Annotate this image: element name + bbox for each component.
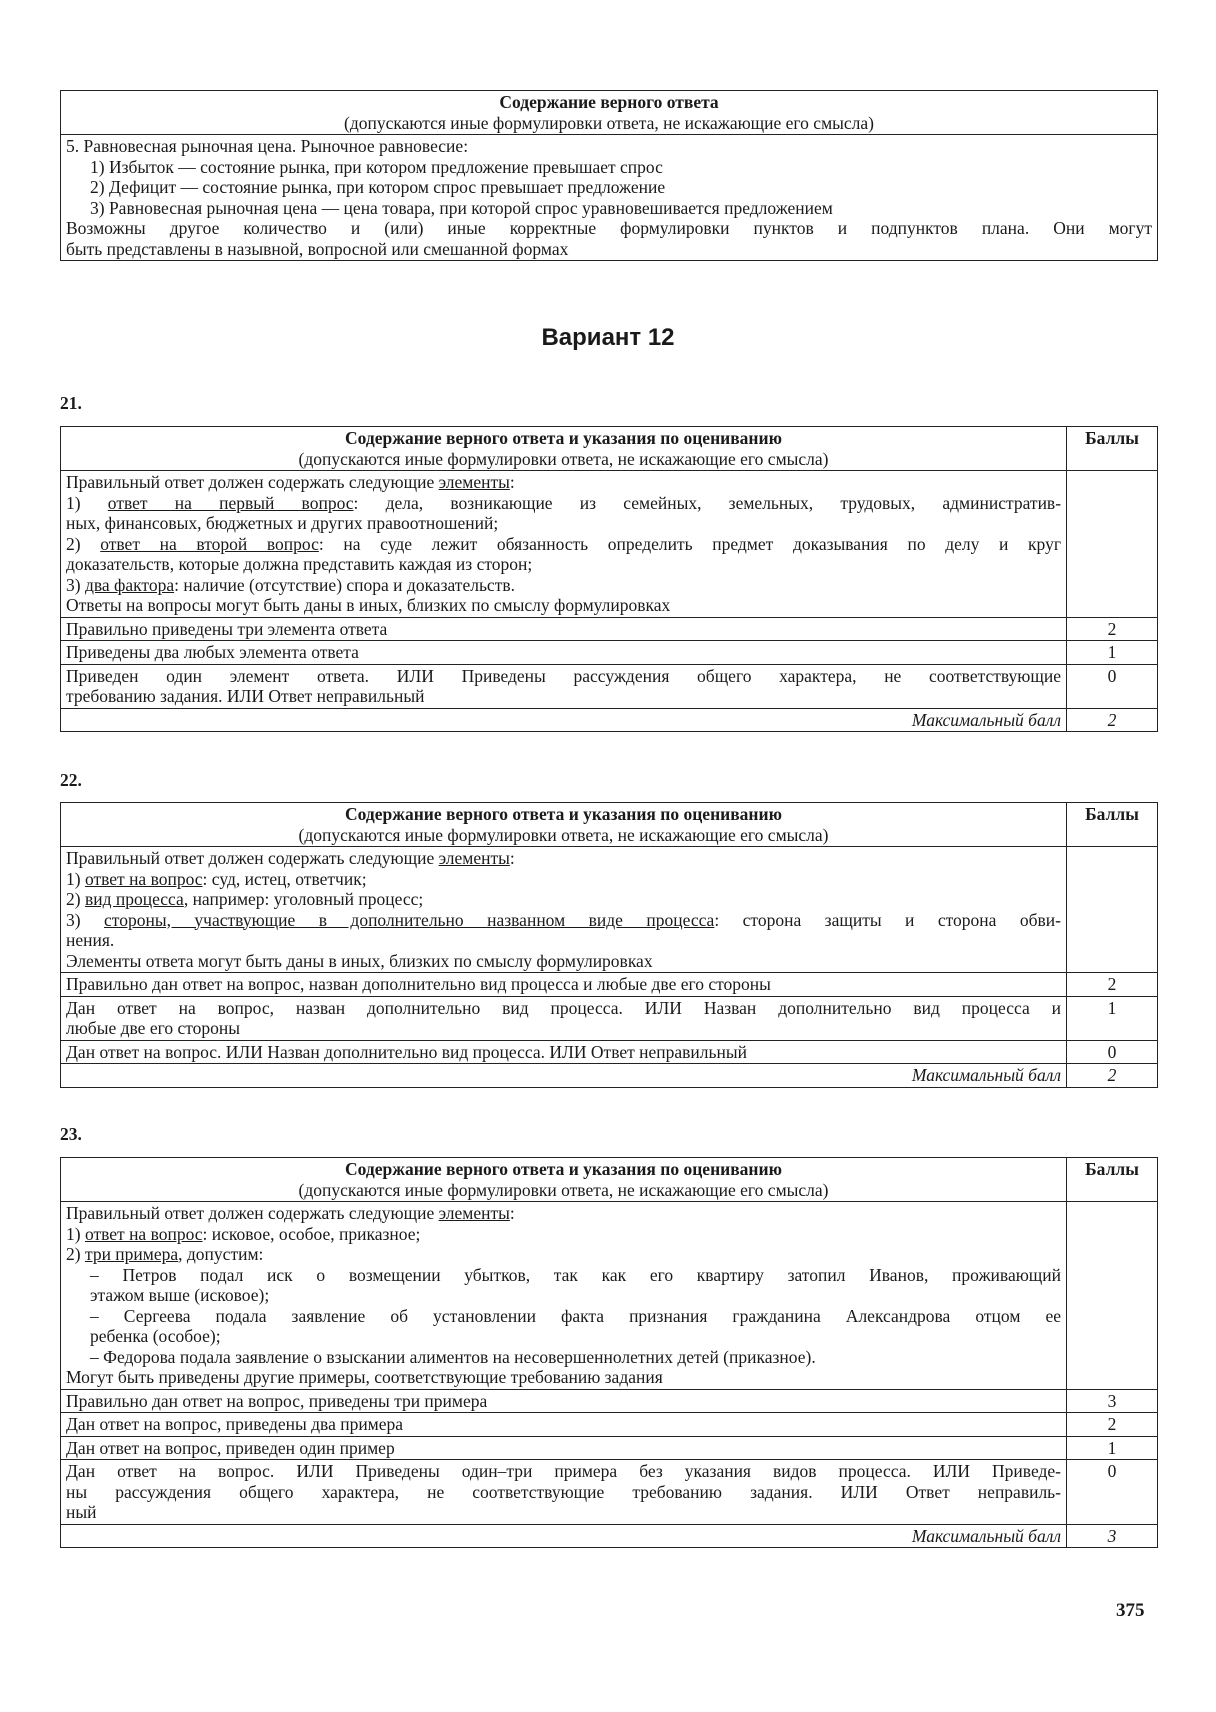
criterion-text <box>61 996 1067 1040</box>
header-row <box>61 803 1158 847</box>
line-prefix: 1) <box>66 1223 85 1244</box>
text-line <box>66 1306 1061 1327</box>
header-cell <box>61 1158 1067 1202</box>
line-text: любые две его стороны <box>66 1018 241 1038</box>
line-text: Возможны другое количество и (или) иные корректные формулировки пунктов и подпунктов плана. Они могут <box>66 218 1152 238</box>
content-row <box>61 135 1158 261</box>
content-cell <box>61 1202 1067 1390</box>
line-text: Элементы ответа могут быть даны в иных, близких по смыслу формулировках <box>66 950 653 971</box>
text-line <box>66 1438 1061 1459</box>
text-line <box>66 493 1061 514</box>
criterion-row <box>61 996 1158 1040</box>
max-score-row <box>61 1064 1158 1088</box>
line-text: требованию задания. ИЛИ Ответ неправильный <box>66 686 425 706</box>
content-cell <box>61 471 1067 618</box>
underlined-term: три примера <box>84 1244 179 1264</box>
line-prefix: 2) <box>66 1244 85 1264</box>
line-suffix: , допустим: <box>178 1244 264 1264</box>
line-text: этажом выше (исковое); <box>90 1285 270 1305</box>
line-text: Правильно дан ответ на вопрос, назван дополнительно вид процесса и любые две его стороны <box>66 974 771 994</box>
content-row <box>61 1202 1158 1390</box>
header-row <box>61 1158 1158 1202</box>
criterion-text <box>61 617 1067 641</box>
variant-title: Вариант 12 <box>541 324 675 351</box>
score-header-label: Баллы <box>1085 428 1139 448</box>
header-row <box>61 91 1158 135</box>
header-subtitle: (допускаются иные формулировки ответа, не искажающие его смысла) <box>298 448 829 469</box>
text-line <box>66 1018 1061 1039</box>
text-line <box>66 642 1061 663</box>
text-line <box>66 1347 1061 1368</box>
line-text: Дан ответ на вопрос, приведены два примера <box>66 1414 404 1434</box>
text-line <box>66 1265 1061 1286</box>
text-line <box>66 910 1061 931</box>
line-suffix: : <box>509 472 515 492</box>
text-line <box>66 513 1061 534</box>
header-subtitle: (допускаются иные формулировки ответа, не искажающие его смысла) <box>298 1179 829 1200</box>
text-line <box>66 619 1061 640</box>
line-text: Дан ответ на вопрос. ИЛИ Назван дополнительно вид процесса. ИЛИ Ответ неправильный <box>66 1041 747 1062</box>
criterion-text <box>61 973 1067 997</box>
header-title: Содержание верного ответа и указания по оцениванию <box>345 1159 782 1179</box>
task-number: 22. <box>60 770 82 790</box>
criterion-score: 2 <box>1067 617 1158 641</box>
criterion-row <box>61 664 1158 708</box>
line-text: Приведен один элемент ответа. ИЛИ Приведены рассуждения общего характера, не соответствующие <box>66 665 1061 686</box>
line-prefix: 1) <box>66 492 108 513</box>
max-score-value: 2 <box>1067 1064 1158 1088</box>
underlined-term: ответ на второй вопрос <box>100 533 319 554</box>
line-suffix: : суд, истец, ответчик; <box>202 868 367 889</box>
text-line <box>66 1203 1061 1224</box>
max-score-row <box>61 1524 1158 1548</box>
line-text: ны рассуждения общего характера, не соответствующие требованию задания. ИЛИ Ответ неправиль- <box>66 1481 1061 1502</box>
criterion-text <box>61 1460 1067 1525</box>
text-line <box>66 1367 1061 1388</box>
text-line <box>66 1461 1061 1482</box>
line-prefix: 1) <box>66 868 85 889</box>
criterion-score: 0 <box>1067 1460 1158 1525</box>
score-cell-empty <box>1067 1202 1158 1390</box>
grading-table <box>60 802 1158 1088</box>
grading-table <box>60 426 1158 732</box>
line-text: быть представлены в назывной, вопросной или смешанной формах <box>66 238 569 259</box>
page-number: 375 <box>1116 1600 1145 1621</box>
underlined-term: два фактора <box>84 574 175 595</box>
line-text: ный <box>66 1502 97 1522</box>
criterion-row <box>61 1413 1158 1437</box>
score-header-label: Баллы <box>1085 804 1139 824</box>
text-line <box>66 157 1152 178</box>
score-header <box>1067 1158 1158 1202</box>
score-header <box>1067 427 1158 471</box>
criterion-text <box>61 1040 1067 1064</box>
header-title: Содержание верного ответа и указания по оцениванию <box>345 428 782 448</box>
line-text: Правильно дан ответ на вопрос, приведены три примера <box>66 1390 488 1411</box>
grading-table <box>60 1157 1158 1548</box>
underlined-term: ответ на первый вопрос <box>107 492 354 513</box>
score-header-label: Баллы <box>1085 1159 1139 1179</box>
content-cell <box>61 135 1158 261</box>
text-line <box>66 1391 1061 1412</box>
top-answer-table <box>60 90 1158 261</box>
underlined-term: ответ на вопрос <box>84 1223 203 1244</box>
criterion-row <box>61 641 1158 665</box>
line-text: нения. <box>66 930 115 950</box>
underlined-term: элементы <box>438 1203 510 1223</box>
criterion-score: 2 <box>1067 1413 1158 1437</box>
text-line <box>66 136 1152 157</box>
text-line <box>66 218 1152 239</box>
text-line <box>66 1285 1061 1306</box>
header-subtitle: (допускаются иные формулировки ответа, не искажающие его смысла) <box>344 112 874 133</box>
line-text: Приведены два любых элемента ответа <box>66 642 359 662</box>
line-text: – Федорова подала заявление о взыскании алиментов на несовершеннолетних детей (приказное). <box>90 1346 816 1367</box>
text-line <box>66 595 1061 616</box>
line-text: ных, финансовых, бюджетных и других правоотношений; <box>66 513 499 533</box>
text-line <box>66 889 1061 910</box>
header-cell <box>61 803 1067 847</box>
criterion-row <box>61 1460 1158 1525</box>
text-line <box>66 1482 1061 1503</box>
line-text: доказательств, которые должна представить каждая из сторон; <box>66 554 533 574</box>
max-score-value: 3 <box>1067 1524 1158 1548</box>
max-score-label: Максимальный балл <box>61 708 1067 732</box>
text-line <box>66 1502 1061 1523</box>
text-line <box>66 177 1152 198</box>
text-line <box>66 472 1061 493</box>
task-21-table <box>60 426 1158 732</box>
text-line <box>66 198 1152 219</box>
line-prefix: Правильный ответ должен содержать следующие <box>66 1203 439 1223</box>
line-text: Дан ответ на вопрос, приведен один пример <box>66 1437 395 1458</box>
text-line <box>66 951 1061 972</box>
line-text: 5. Равновесная рыночная цена. Рыночное равновесие: <box>66 136 469 156</box>
text-line <box>66 1244 1061 1265</box>
criterion-score: 0 <box>1067 664 1158 708</box>
text-line <box>66 554 1061 575</box>
text-line <box>66 1414 1061 1435</box>
line-text: Правильно приведены три элемента ответа <box>66 618 388 639</box>
line-suffix: , например: уголовный процесс; <box>183 889 424 909</box>
criterion-row <box>61 973 1158 997</box>
line-text: – Петров подал иск о возмещении убытков, так как его квартиру затопил Иванов, проживающий <box>90 1264 1061 1285</box>
max-score-row <box>61 708 1158 732</box>
text-line <box>66 848 1061 869</box>
content-row <box>61 847 1158 973</box>
underlined-term: элементы <box>438 472 510 492</box>
line-text: 1) Избыток — состояние рынка, при котором предложение превышает спрос <box>90 156 663 177</box>
criterion-row <box>61 1389 1158 1413</box>
criterion-text <box>61 664 1067 708</box>
line-prefix: 2) <box>66 533 101 554</box>
header-title: Содержание верного ответа и указания по оцениванию <box>345 804 782 824</box>
task-22-table <box>60 802 1158 1088</box>
text-line <box>66 1042 1061 1063</box>
criterion-score: 2 <box>1067 973 1158 997</box>
line-suffix: : <box>509 1203 515 1223</box>
line-prefix: 2) <box>66 889 85 909</box>
criterion-score: 1 <box>1067 641 1158 665</box>
line-text: 3) Равновесная рыночная цена — цена товара, при которой спрос уравновешивается предложением <box>90 197 833 218</box>
text-line <box>66 1326 1061 1347</box>
text-line <box>66 869 1061 890</box>
header-title: Содержание верного ответа <box>499 92 719 112</box>
content-cell <box>61 847 1067 973</box>
header-row <box>61 427 1158 471</box>
line-suffix: : сторона защиты и сторона обви- <box>714 909 1061 930</box>
criterion-row <box>61 1040 1158 1064</box>
line-text: Могут быть приведены другие примеры, соответствующие требованию задания <box>66 1367 663 1387</box>
line-suffix: : на суде лежит обязанность определить предмет доказывания по делу и круг <box>318 533 1062 554</box>
criterion-text <box>61 641 1067 665</box>
criterion-score: 1 <box>1067 996 1158 1040</box>
header-subtitle: (допускаются иные формулировки ответа, не искажающие его смысла) <box>298 824 829 845</box>
line-suffix: : исковое, особое, приказное; <box>202 1223 421 1244</box>
line-suffix: : наличие (отсутствие) спора и доказательств. <box>174 574 515 595</box>
text-line <box>66 575 1061 596</box>
line-text: Дан ответ на вопрос. ИЛИ Приведены один–три примера без указания видов процесса. ИЛИ Приведе- <box>66 1461 1061 1481</box>
criterion-row <box>61 1436 1158 1460</box>
criterion-text <box>61 1389 1067 1413</box>
criterion-row <box>61 617 1158 641</box>
header-cell <box>61 91 1158 135</box>
text-line <box>66 666 1061 687</box>
max-score-label: Максимальный балл <box>61 1064 1067 1088</box>
task-number: 21. <box>60 393 82 413</box>
text-line <box>66 974 1061 995</box>
task-23-table <box>60 1157 1158 1548</box>
score-header <box>1067 803 1158 847</box>
line-text: Ответы на вопросы могут быть даны в иных, близких по смыслу формулировках <box>66 595 671 615</box>
line-prefix: Правильный ответ должен содержать следующие <box>66 472 439 492</box>
task-number: 23. <box>60 1124 82 1144</box>
underlined-term: элементы <box>438 848 510 868</box>
max-score-label: Максимальный балл <box>61 1524 1067 1548</box>
text-line <box>66 998 1061 1019</box>
line-text: Дан ответ на вопрос, назван дополнительно вид процесса. ИЛИ Назван дополнительно вид процесса и <box>66 997 1061 1018</box>
text-line <box>66 930 1061 951</box>
line-text: 2) Дефицит — состояние рынка, при котором спрос превышает предложение <box>90 177 666 197</box>
line-text: – Сергеева подала заявление об установлении факта признания гражданина Александрова отцом ее <box>90 1305 1061 1326</box>
line-suffix: : <box>509 848 515 868</box>
max-score-value: 2 <box>1067 708 1158 732</box>
criterion-score: 3 <box>1067 1389 1158 1413</box>
criterion-score: 1 <box>1067 1436 1158 1460</box>
line-suffix: : дела, возникающие из семейных, земельных, трудовых, административ- <box>353 492 1062 513</box>
criterion-text <box>61 1413 1067 1437</box>
underlined-term: стороны, участвующие в дополнительно названном виде процесса <box>104 909 715 930</box>
criterion-score: 0 <box>1067 1040 1158 1064</box>
text-line <box>66 534 1061 555</box>
line-text: ребенка (особое); <box>90 1326 221 1346</box>
score-cell-empty <box>1067 471 1158 618</box>
line-prefix: Правильный ответ должен содержать следующие <box>66 848 439 868</box>
answer-table <box>60 90 1158 261</box>
line-prefix: 3) <box>66 574 85 595</box>
line-prefix: 3) <box>66 909 105 930</box>
text-line <box>66 1224 1061 1245</box>
criterion-text <box>61 1436 1067 1460</box>
underlined-term: ответ на вопрос <box>84 868 203 889</box>
underlined-term: вид процесса <box>84 889 184 909</box>
header-cell <box>61 427 1067 471</box>
score-cell-empty <box>1067 847 1158 973</box>
text-line <box>66 239 1152 260</box>
content-row <box>61 471 1158 618</box>
text-line <box>66 686 1061 707</box>
